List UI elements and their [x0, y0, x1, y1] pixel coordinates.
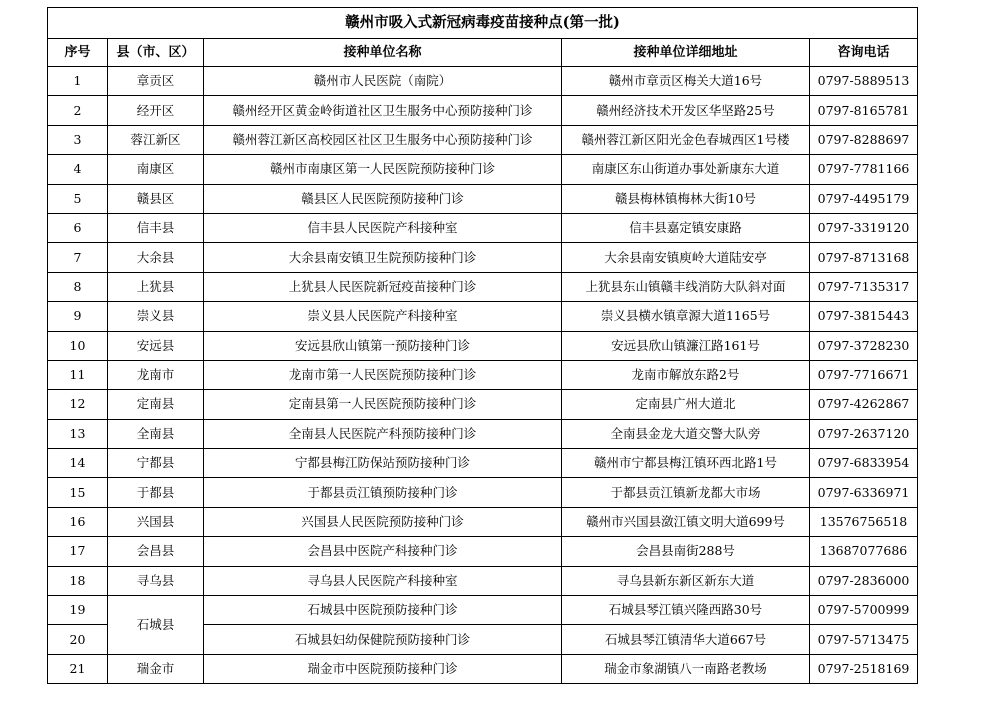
row-county: 章贡区 [108, 67, 204, 96]
row-no: 4 [48, 155, 108, 184]
row-site-name: 赣州经开区黄金岭街道社区卫生服务中心预防接种门诊 [204, 96, 562, 125]
row-phone: 0797-4262867 [810, 390, 918, 419]
row-phone: 0797-5713475 [810, 625, 918, 654]
row-address: 赣州市兴国县潋江镇文明大道699号 [562, 507, 810, 536]
row-address: 信丰县嘉定镇安康路 [562, 213, 810, 242]
row-address: 于都县贡江镇新龙都大市场 [562, 478, 810, 507]
table-row [48, 243, 918, 272]
row-site-name: 全南县人民医院产科预防接种门诊 [204, 419, 562, 448]
table-row [48, 184, 918, 213]
row-phone: 0797-3319120 [810, 213, 918, 242]
row-site-name: 会昌县中医院产科接种门诊 [204, 537, 562, 566]
table-row [48, 155, 918, 184]
header-phone: 咨询电话 [810, 39, 918, 67]
row-no: 21 [48, 654, 108, 683]
header-county: 县（市、区） [108, 39, 204, 67]
row-phone: 0797-7135317 [810, 272, 918, 301]
row-address: 定南县广州大道北 [562, 390, 810, 419]
row-no: 16 [48, 507, 108, 536]
row-no: 10 [48, 331, 108, 360]
row-address: 龙南市解放东路2号 [562, 360, 810, 389]
row-phone: 0797-7781166 [810, 155, 918, 184]
table-row [48, 419, 918, 448]
row-phone: 0797-8713168 [810, 243, 918, 272]
vaccination-sites-table [47, 7, 918, 684]
row-phone: 0797-7716671 [810, 360, 918, 389]
table-title: 赣州市吸入式新冠病毒疫苗接种点(第一批) [48, 8, 918, 39]
table-row [48, 272, 918, 301]
row-county: 石城县 [108, 596, 204, 655]
row-no: 7 [48, 243, 108, 272]
row-phone: 0797-6336971 [810, 478, 918, 507]
row-site-name: 石城县妇幼保健院预防接种门诊 [204, 625, 562, 654]
row-county: 蓉江新区 [108, 125, 204, 154]
row-phone: 0797-3728230 [810, 331, 918, 360]
row-address: 赣州经济技术开发区华坚路25号 [562, 96, 810, 125]
row-county: 龙南市 [108, 360, 204, 389]
title-row [48, 8, 918, 39]
row-county: 瑞金市 [108, 654, 204, 683]
row-phone: 0797-2637120 [810, 419, 918, 448]
row-county: 信丰县 [108, 213, 204, 242]
row-address: 全南县金龙大道交警大队旁 [562, 419, 810, 448]
row-county: 南康区 [108, 155, 204, 184]
row-county: 于都县 [108, 478, 204, 507]
row-site-name: 大余县南安镇卫生院预防接种门诊 [204, 243, 562, 272]
row-address: 寻乌县新东新区新东大道 [562, 566, 810, 595]
row-county: 大余县 [108, 243, 204, 272]
row-site-name: 宁都县梅江防保站预防接种门诊 [204, 449, 562, 478]
row-county: 宁都县 [108, 449, 204, 478]
table-row [48, 96, 918, 125]
row-address: 会昌县南街288号 [562, 537, 810, 566]
row-county: 经开区 [108, 96, 204, 125]
table-row [48, 331, 918, 360]
table-row [48, 125, 918, 154]
row-address: 上犹县东山镇赣丰线消防大队斜对面 [562, 272, 810, 301]
row-address: 赣州蓉江新区阳光金色春城西区1号楼 [562, 125, 810, 154]
row-no: 19 [48, 596, 108, 625]
row-no: 3 [48, 125, 108, 154]
row-phone: 13687077686 [810, 537, 918, 566]
table-row [48, 537, 918, 566]
row-no: 15 [48, 478, 108, 507]
row-address: 瑞金市象湖镇八一南路老教场 [562, 654, 810, 683]
row-county: 崇义县 [108, 302, 204, 331]
row-county: 赣县区 [108, 184, 204, 213]
row-address: 崇义县横水镇章源大道1165号 [562, 302, 810, 331]
table-row [48, 566, 918, 595]
row-phone: 0797-6833954 [810, 449, 918, 478]
row-site-name: 赣县区人民医院预防接种门诊 [204, 184, 562, 213]
table-row [48, 596, 918, 625]
row-no: 18 [48, 566, 108, 595]
row-no: 12 [48, 390, 108, 419]
row-county: 安远县 [108, 331, 204, 360]
row-phone: 0797-8165781 [810, 96, 918, 125]
row-no: 5 [48, 184, 108, 213]
header-row [48, 39, 918, 67]
row-site-name: 安远县欣山镇第一预防接种门诊 [204, 331, 562, 360]
row-site-name: 信丰县人民医院产科接种室 [204, 213, 562, 242]
row-site-name: 石城县中医院预防接种门诊 [204, 596, 562, 625]
header-no: 序号 [48, 39, 108, 67]
row-address: 石城县琴江镇兴隆西路30号 [562, 596, 810, 625]
row-phone: 0797-2836000 [810, 566, 918, 595]
row-phone: 0797-3815443 [810, 302, 918, 331]
table-row [48, 67, 918, 96]
row-site-name: 赣州市南康区第一人民医院预防接种门诊 [204, 155, 562, 184]
row-address: 南康区东山街道办事处新康东大道 [562, 155, 810, 184]
row-no: 17 [48, 537, 108, 566]
row-phone: 0797-2518169 [810, 654, 918, 683]
row-address: 石城县琴江镇清华大道667号 [562, 625, 810, 654]
row-site-name: 兴国县人民医院预防接种门诊 [204, 507, 562, 536]
row-county: 会昌县 [108, 537, 204, 566]
table-row [48, 213, 918, 242]
row-site-name: 瑞金市中医院预防接种门诊 [204, 654, 562, 683]
row-county: 兴国县 [108, 507, 204, 536]
row-no: 1 [48, 67, 108, 96]
row-phone: 0797-5889513 [810, 67, 918, 96]
table-row [48, 507, 918, 536]
row-phone: 0797-4495179 [810, 184, 918, 213]
header-address: 接种单位详细地址 [562, 39, 810, 67]
row-address: 大余县南安镇庾岭大道陆安亭 [562, 243, 810, 272]
row-no: 2 [48, 96, 108, 125]
row-address: 赣县梅林镇梅林大街10号 [562, 184, 810, 213]
table-row [48, 449, 918, 478]
row-county: 上犹县 [108, 272, 204, 301]
row-no: 20 [48, 625, 108, 654]
row-no: 6 [48, 213, 108, 242]
row-address: 赣州市章贡区梅关大道16号 [562, 67, 810, 96]
row-phone: 13576756518 [810, 507, 918, 536]
row-site-name: 赣州市人民医院（南院） [204, 67, 562, 96]
table-row [48, 302, 918, 331]
row-site-name: 定南县第一人民医院预防接种门诊 [204, 390, 562, 419]
row-phone: 0797-8288697 [810, 125, 918, 154]
table-row [48, 478, 918, 507]
row-site-name: 赣州蓉江新区高校园区社区卫生服务中心预防接种门诊 [204, 125, 562, 154]
row-county: 定南县 [108, 390, 204, 419]
row-no: 9 [48, 302, 108, 331]
table-row [48, 654, 918, 683]
row-no: 14 [48, 449, 108, 478]
table-row [48, 360, 918, 389]
table-row [48, 390, 918, 419]
row-site-name: 崇义县人民医院产科接种室 [204, 302, 562, 331]
row-address: 赣州市宁都县梅江镇环西北路1号 [562, 449, 810, 478]
row-county: 全南县 [108, 419, 204, 448]
row-no: 8 [48, 272, 108, 301]
row-site-name: 寻乌县人民医院产科接种室 [204, 566, 562, 595]
row-county: 寻乌县 [108, 566, 204, 595]
row-no: 11 [48, 360, 108, 389]
row-site-name: 龙南市第一人民医院预防接种门诊 [204, 360, 562, 389]
row-site-name: 上犹县人民医院新冠疫苗接种门诊 [204, 272, 562, 301]
row-no: 13 [48, 419, 108, 448]
row-phone: 0797-5700999 [810, 596, 918, 625]
row-address: 安远县欣山镇濂江路161号 [562, 331, 810, 360]
row-site-name: 于都县贡江镇预防接种门诊 [204, 478, 562, 507]
header-name: 接种单位名称 [204, 39, 562, 67]
